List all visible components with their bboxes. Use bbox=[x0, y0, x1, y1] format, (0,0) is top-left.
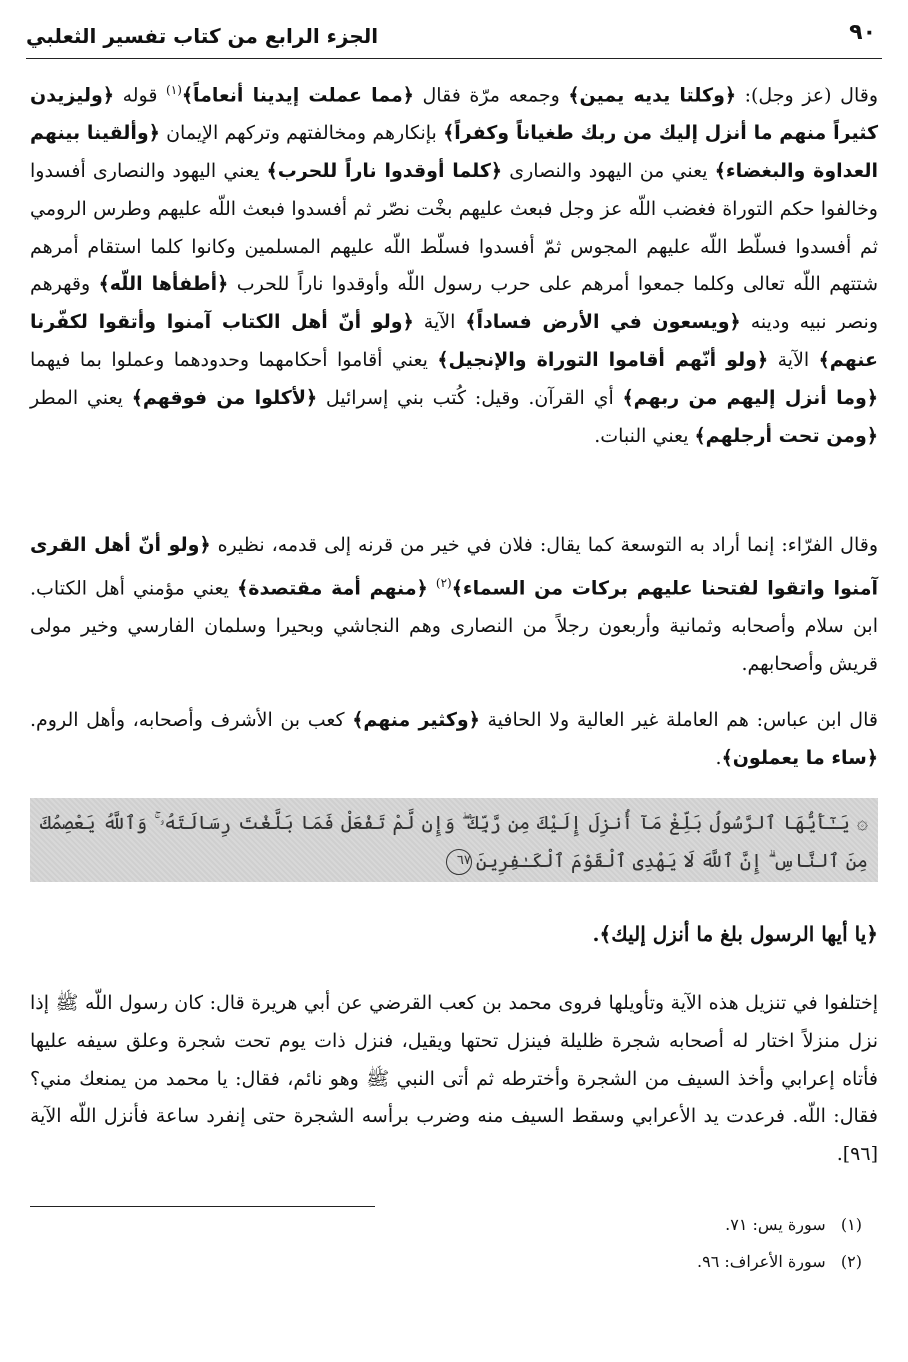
text: الآية bbox=[413, 311, 466, 334]
text: قال ابن عباس: هم العاملة غير العالية ولا الحافية bbox=[479, 709, 878, 731]
footnote-number: (١) bbox=[840, 1215, 862, 1234]
text: إختلفوا في تنزيل هذه الآية وتأويلها فروى محمد بن كعب القرضي عن أبي هريرة قال: كان رسول اللّه ﷺ إذا نزل منزلاً اختار له أصحابه شجرة ظليلة فينزل تحتها ويقيل، فنزل ذات يوم تحت شجرة وعلق سيفه عليها فأتاه إعرابي وأخذ السيف من الشجرة وأخترطه ثم أتى النبي ﷺ وهو نائم، فقال: يا محمد من يمنعك مني؟ فقال: اللّه. فرعدت يد الأعرابي وسقط السيف منه وضرب برأسه الشجرة حتى إنفرد ساعة فأنزل اللّه الآية [٩٦]. bbox=[30, 992, 878, 1166]
footnote-1 bbox=[725, 1215, 862, 1234]
footnote-ref: (٢) bbox=[435, 575, 452, 590]
page-number: ٩٠ bbox=[849, 20, 876, 45]
text: كعب بن الأشرف وأصحابه، وأهل الروم. bbox=[30, 709, 353, 731]
verse-number: ٦٧ bbox=[456, 853, 471, 868]
page-header bbox=[26, 14, 882, 59]
quran-quote: ﴿أطفأها اللّه﴾ bbox=[98, 273, 229, 296]
text: قوله bbox=[113, 84, 167, 107]
paragraph-4 bbox=[30, 985, 878, 1174]
text: وقهرهم ونصر نبيه ودينه bbox=[30, 273, 878, 334]
quran-quote: ﴿ولو أنّ أهل الكتاب آمنوا وأتقوا لكفّرنا عنهم﴾ bbox=[30, 311, 878, 371]
footnote-text: سورة الأعراف: ٩٦. bbox=[697, 1252, 826, 1271]
footnote-text: سورة يس: ٧١. bbox=[725, 1215, 826, 1234]
text: أي القرآن. وقيل: كُتب بني إسرائيل bbox=[317, 386, 623, 409]
text bbox=[428, 577, 436, 599]
running-title: الجزء الرابع من كتاب تفسير الثعلبي bbox=[26, 24, 379, 48]
footnote-divider bbox=[30, 1206, 375, 1207]
text: . bbox=[715, 746, 722, 769]
text: وقال الفرّاء: إنما أراد به التوسعة كما يقال: فلان في خير من قرنه إلى قدمه، نظيره bbox=[210, 534, 878, 556]
text: وجمعه مرّة فقال bbox=[413, 84, 569, 107]
text: وقال (عز وجل): bbox=[736, 84, 878, 107]
quran-quote: ﴿وليزيدن كثيراً منهم ما أنزل إليك من ربك طغياناً وكفراً﴾ bbox=[30, 84, 878, 145]
footnote-number: (٢) bbox=[840, 1252, 862, 1271]
footnote-ref: (١) bbox=[166, 83, 182, 97]
text: يعني النبات. bbox=[594, 424, 695, 447]
quran-quote: ﴿منهم أمة مقتصدة﴾ bbox=[237, 577, 428, 600]
footnote-2 bbox=[697, 1252, 862, 1271]
text: يعني المطر bbox=[30, 386, 132, 409]
text: يعني اليهود والنصارى أفسدوا وخالفوا حكم التوراة فغضب اللّه عز وجل فبعث عليهم بخْت نصّر ثم أفسدوا فبعث اللّه عليهم وطرس الرومي ثم أفسدوا فسلّط اللّه عليهم المجوس ثمّ أفسدوا فسلّط اللّه عليهم المسلمين وكانوا كلما استقام أمرهم شتتهم اللّه تعالى وكلما جمعوا أمرهم على حرب رسول اللّه وأوقدوا ناراً للحرب bbox=[30, 159, 878, 296]
text: يعني من اليهود والنصارى bbox=[502, 159, 715, 182]
quran-quote: ﴿وكلتا يديه يمين﴾ bbox=[568, 84, 737, 107]
quran-quote: ﴿ويسعون في الأرض فساداً﴾ bbox=[465, 311, 741, 334]
quran-quote: ﴿وكثير منهم﴾ bbox=[352, 709, 480, 731]
paragraph-3 bbox=[30, 702, 878, 778]
quran-quote: ﴿ولو أنّ أهل القرى آمنوا واتقوا لفتحنا عليهم بركات من السماء﴾ bbox=[30, 534, 879, 600]
quran-quote: ﴿مما عملت إيدينا أنعاماً﴾ bbox=[181, 84, 414, 107]
quran-quote: ﴿وألقينا بينهم العداوة والبغضاء﴾ bbox=[30, 122, 878, 182]
quran-verse-text: ۞ يَـٰٓأَيُّهَا ٱلرَّسُولُ بَلِّغْ مَآ أُنزِلَ إِلَيْكَ مِن رَّبِّكَ ۖ وَإِن لَّمْ تَفْعَلْ فَمَا بَلَّغْتَ رِسَالَتَهُۥ ۚ وَٱللَّهُ يَعْصِمُكَ مِنَ ٱلنَّاسِ ۗ إِنَّ ٱللَّهَ لَا يَهْدِى ٱلْقَوْمَ ٱلْكَـٰفِرِينَ bbox=[40, 812, 868, 872]
quran-verse-box bbox=[30, 798, 878, 882]
text: يعني مؤمني أهل الكتاب. ابن سلام وأصحابه وثمانية وأربعون رجلاً من النصارى وهم النجاشي وبحيرا وسلمان الفارسي وخير مولى قريش وأصحابهم. bbox=[30, 577, 878, 675]
quran-quote: ﴿ولو أنّهم أقاموا التوراة والإنجيل﴾ bbox=[437, 348, 769, 371]
verse-heading bbox=[593, 922, 878, 946]
text: بإنكارهم ومخالفتهم وتركهم الإيمان bbox=[159, 122, 444, 145]
verse-number-icon bbox=[446, 849, 472, 875]
paragraph-2 bbox=[30, 527, 878, 684]
quran-quote: ﴿لأكلوا من فوقهم﴾ bbox=[131, 386, 318, 409]
paragraph-1 bbox=[30, 72, 878, 455]
text: . bbox=[592, 922, 600, 946]
quran-quote: ﴿ومن تحت أرجلهم﴾ bbox=[694, 424, 878, 447]
text: الآية bbox=[768, 348, 819, 371]
quran-quote: ﴿ساء ما يعملون﴾ bbox=[721, 746, 878, 769]
quran-quote: ﴿وما أنزل إليهم من ربهم﴾ bbox=[622, 386, 879, 409]
quran-quote: ﴿يا أيها الرسول بلغ ما أنزل إليك﴾ bbox=[599, 922, 878, 946]
quran-quote: ﴿كلما أوقدوا ناراً للحرب﴾ bbox=[266, 159, 503, 182]
text: يعني أقاموا أحكامهما وحدودهما وعملوا بما فيهما bbox=[30, 348, 438, 371]
